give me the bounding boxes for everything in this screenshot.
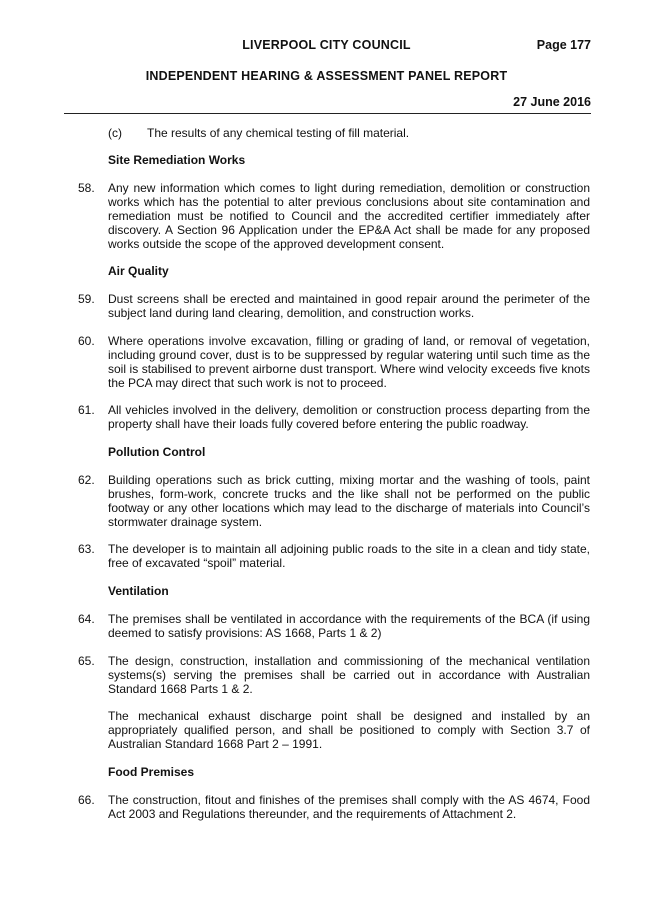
condition-text-63: The developer is to maintain all adjoining public roads to the site in a clean and tidy state, free of excavated “spoil” material. — [108, 542, 590, 570]
condition-text-62: Building operations such as brick cutting, mixing mortar and the washing of tools, paint brushes, form-work, concrete trucks and the like shall not be performed on the public footway or any other locations which may lead to the discharge of materials into Council’s stormwater drainage system. — [108, 473, 590, 529]
condition-text-65-paragraph-2: The mechanical exhaust discharge point shall be designed and installed by an appropriately qualified person, and shall be positioned to comply with Section 3.7 of Australian Standard 1668 Part 2 – 1991. — [108, 709, 590, 751]
condition-number: 60. — [78, 334, 95, 348]
section-heading-site-remediation: Site Remediation Works — [108, 153, 246, 167]
condition-number: 65. — [78, 654, 95, 668]
condition-text-64: The premises shall be ventilated in accordance with the requirements of the BCA (if using deemed to satisfy provisions: AS 1668, Parts 1 & 2) — [108, 612, 590, 640]
page-number: Page 177 — [536, 38, 591, 52]
condition-number: 61. — [78, 403, 95, 417]
section-heading-air-quality: Air Quality — [108, 264, 169, 278]
condition-number: 59. — [78, 292, 95, 306]
section-heading-food-premises: Food Premises — [108, 765, 195, 779]
council-name: LIVERPOOL CITY COUNCIL — [242, 38, 411, 52]
report-title: INDEPENDENT HEARING & ASSESSMENT PANEL REPORT — [145, 69, 508, 83]
condition-text-65: The design, construction, installation and commissioning of the mechanical ventilation systems(s) serving the premises shall be carried out in accordance with Australian Standard 1668 Parts 1 & 2. — [108, 654, 590, 696]
condition-text-66: The construction, fitout and finishes of the premises shall comply with the AS 4674, Food Act 2003 and Regulations thereunder, and the requirements of Attachment 2. — [108, 793, 590, 821]
condition-text-60: Where operations involve excavation, filling or grading of land, or removal of vegetation, including ground cover, dust is to be suppressed by regular watering until such time as the soil is stabilised to prevent airborne dust transport. Where wind velocity exceeds five knots the PCA may direct that such work is not to proceed. — [108, 334, 590, 390]
section-heading-pollution-control: Pollution Control — [108, 445, 206, 459]
list-item-text: The results of any chemical testing of fill material. — [147, 126, 410, 140]
condition-text-58: Any new information which comes to light during remediation, demolition or construction works which has the potential to alter previous conclusions about site contamination and remediation must be notified to Council and the accredited certifier immediately after discovery. A Section 96 Application under the EP&A Act shall be made for any proposed works outside the scope of the approved development consent. — [108, 181, 590, 251]
condition-text-61: All vehicles involved in the delivery, demolition or construction process departing from the property shall have their loads fully covered before entering the public roadway. — [108, 403, 590, 431]
condition-number: 63. — [78, 542, 95, 556]
condition-number: 62. — [78, 473, 95, 487]
condition-number: 66. — [78, 793, 95, 807]
condition-text-59: Dust screens shall be erected and maintained in good repair around the perimeter of the subject land during land clearing, demolition, and construction works. — [108, 292, 590, 320]
section-heading-ventilation: Ventilation — [108, 584, 169, 598]
condition-number: 58. — [78, 181, 95, 195]
condition-number: 64. — [78, 612, 95, 626]
report-date: 27 June 2016 — [513, 95, 591, 109]
list-item-label: (c) — [108, 126, 122, 140]
header-divider — [64, 113, 591, 114]
